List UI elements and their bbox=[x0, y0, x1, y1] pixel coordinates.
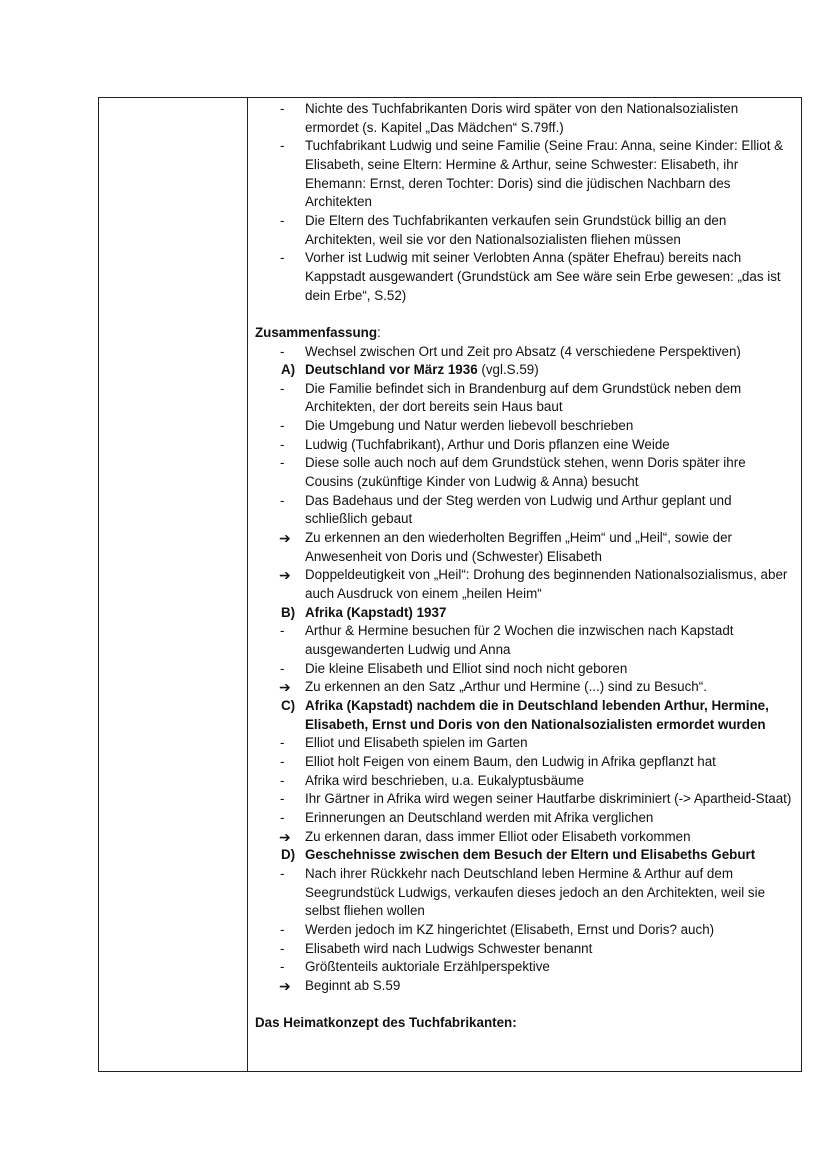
list-item-text: Die kleine Elisabeth und Elliot sind noch nicht geboren bbox=[305, 660, 628, 676]
list-item bbox=[255, 921, 795, 940]
list-item bbox=[255, 604, 795, 623]
arrow-icon: ➔ bbox=[279, 977, 291, 994]
section-title: Afrika (Kapstadt) nachdem die in Deutschland lebenden Arthur, Hermine, Elisabeth, Ernst und Doris von den Nationalsozialisten ermordet wurden bbox=[305, 697, 769, 732]
list-item-text: Erinnerungen an Deutschland werden mit Afrika verglichen bbox=[305, 809, 654, 825]
bullet-dash: - bbox=[280, 921, 285, 937]
list-item-text: Nichte des Tuchfabrikanten Doris wird später von den Nationalsozialisten ermordet (s. Kapitel „Das Mädchen“ S.79ff.) bbox=[305, 101, 739, 135]
list-item-text: Zu erkennen an den Satz „Arthur und Hermine (...) sind zu Besuch“. bbox=[305, 679, 707, 695]
arrow-icon: ➔ bbox=[279, 679, 291, 696]
arrow-icon: ➔ bbox=[279, 567, 291, 584]
list-item bbox=[255, 566, 795, 603]
list-item-text: Diese solle auch noch auf dem Grundstück stehen, wenn Doris später ihre Cousins (zukünftige Kinder von Ludwig & Anna) besucht bbox=[305, 455, 746, 490]
list-item bbox=[255, 790, 795, 809]
bullet-dash: - bbox=[280, 250, 285, 266]
section-title: Afrika (Kapstadt) 1937 bbox=[305, 604, 447, 620]
bullet-dash: - bbox=[280, 343, 285, 359]
list-item bbox=[255, 772, 795, 791]
bullet-dash: - bbox=[280, 865, 285, 881]
list-item-text: Die Umgebung und Natur werden liebevoll beschrieben bbox=[305, 418, 634, 434]
list-item bbox=[255, 958, 795, 977]
list-item bbox=[255, 137, 795, 212]
bullet-dash: - bbox=[280, 212, 285, 228]
section-letter: C) bbox=[281, 697, 296, 713]
list-item bbox=[255, 361, 795, 380]
bullet-dash: - bbox=[280, 809, 285, 825]
arrow-icon: ➔ bbox=[279, 530, 291, 547]
list-item-text: Arthur & Hermine besuchen für 2 Wochen die inzwischen nach Kapstadt ausgewanderten Ludwig und Anna bbox=[305, 623, 734, 658]
list-item-text: Afrika wird beschrieben, u.a. Eukalyptusbäume bbox=[305, 772, 585, 788]
summary-list bbox=[255, 343, 795, 996]
list-item bbox=[255, 492, 795, 529]
right-column-cell bbox=[255, 100, 795, 1033]
list-item-text: Werden jedoch im KZ hingerichtet (Elisabeth, Ernst und Doris? auch) bbox=[305, 921, 715, 937]
section-letter: A) bbox=[281, 362, 296, 378]
bullet-dash: - bbox=[280, 101, 285, 116]
section-title: Geschehnisse zwischen dem Besuch der Eltern und Elisabeths Geburt bbox=[305, 847, 756, 863]
list-item-text: Ludwig (Tuchfabrikant), Arthur und Doris pflanzen eine Weide bbox=[305, 436, 670, 452]
list-item-text: Vorher ist Ludwig mit seiner Verlobten Anna (später Ehefrau) bereits nach Kappstadt ausgewandert (Grundstück am See wäre sein Erbe gewesen: „das ist dein Erbe“, S.52) bbox=[305, 250, 781, 303]
list-item bbox=[255, 697, 795, 734]
bullet-dash: - bbox=[280, 623, 285, 639]
list-item bbox=[255, 828, 795, 847]
section-letter: D) bbox=[281, 847, 296, 863]
summary-heading-line bbox=[255, 324, 795, 343]
list-item bbox=[255, 753, 795, 772]
bullet-dash: - bbox=[280, 660, 285, 676]
bullet-dash: - bbox=[280, 455, 285, 471]
section-letter: B) bbox=[281, 604, 296, 620]
summary-heading: Zusammenfassung bbox=[255, 324, 378, 340]
section-note: (vgl.S.59) bbox=[477, 362, 539, 378]
bullet-dash: - bbox=[280, 418, 285, 434]
bullet-dash: - bbox=[280, 791, 285, 807]
list-item-text: Zu erkennen daran, dass immer Elliot oder Elisabeth vorkommen bbox=[305, 828, 691, 844]
list-item bbox=[255, 809, 795, 828]
list-item bbox=[255, 660, 795, 679]
list-item-text: Elliot und Elisabeth spielen im Garten bbox=[305, 735, 528, 751]
list-item-text: Nach ihrer Rückkehr nach Deutschland leben Hermine & Arthur auf dem Seegrundstück Ludwigs, verkaufen dieses jedoch an den Architekten, weil sie selbst fliehen wollen bbox=[305, 865, 766, 919]
list-item bbox=[255, 100, 795, 137]
list-item bbox=[255, 436, 795, 455]
final-heading: Das Heimatkonzept des Tuchfabrikanten: bbox=[255, 1015, 517, 1031]
bullet-dash: - bbox=[280, 492, 285, 508]
left-column-cell bbox=[99, 98, 248, 1071]
list-item-text: Wechsel zwischen Ort und Zeit pro Absatz (4 verschiedene Perspektiven) bbox=[305, 343, 741, 359]
top-list bbox=[255, 100, 795, 305]
notes-table bbox=[98, 97, 802, 1072]
list-item-text: Die Eltern des Tuchfabrikanten verkaufen sein Grundstück billig an den Architekten, weil sie vor den Nationalsozialisten fliehen müssen bbox=[305, 212, 727, 247]
list-item bbox=[255, 529, 795, 566]
bullet-dash: - bbox=[280, 959, 285, 975]
bullet-dash: - bbox=[280, 772, 285, 788]
list-item bbox=[255, 977, 795, 996]
list-item bbox=[255, 343, 795, 362]
list-item-text: Doppeldeutigkeit von „Heil“: Drohung des beginnenden Nationalsozialismus, aber auch Ausdruck von einem „heilen Heim“ bbox=[305, 567, 788, 602]
list-item-text: Elisabeth wird nach Ludwigs Schwester benannt bbox=[305, 940, 593, 956]
bullet-dash: - bbox=[280, 380, 285, 396]
bullet-dash: - bbox=[280, 138, 285, 154]
list-item-text: Elliot holt Feigen von einem Baum, den Ludwig in Afrika gepflanzt hat bbox=[305, 753, 716, 769]
list-item-text: Tuchfabrikant Ludwig und seine Familie (Seine Frau: Anna, seine Kinder: Elliot & Elisabeth, seine Eltern: Hermine & Arthur, seine Schwester: Elisabeth, ihr Ehemann: Ernst, deren Tochter: Doris) sind die jüdischen Nachbarn des Architekten bbox=[305, 138, 784, 210]
list-item bbox=[255, 734, 795, 753]
list-item bbox=[255, 380, 795, 417]
list-item bbox=[255, 846, 795, 865]
list-item-text: Das Badehaus und der Steg werden von Ludwig und Arthur geplant und schließlich gebaut bbox=[305, 492, 732, 527]
list-item-text: Zu erkennen an den wiederholten Begriffen „Heim“ und „Heil“, sowie der Anwesenheit von Doris und (Schwester) Elisabeth bbox=[305, 530, 732, 564]
list-item bbox=[255, 865, 795, 921]
bullet-dash: - bbox=[280, 940, 285, 956]
list-item bbox=[255, 622, 795, 659]
bullet-dash: - bbox=[280, 753, 285, 769]
list-item bbox=[255, 454, 795, 491]
list-item-text: Größtenteils auktoriale Erzählperspektive bbox=[305, 959, 550, 975]
summary-colon: : bbox=[377, 324, 381, 340]
list-item bbox=[255, 940, 795, 959]
arrow-icon: ➔ bbox=[279, 828, 291, 845]
list-item bbox=[255, 249, 795, 305]
bullet-dash: - bbox=[280, 735, 285, 751]
list-item-text: Ihr Gärtner in Afrika wird wegen seiner Hautfarbe diskriminiert (-> Apartheid-Staat) bbox=[305, 791, 792, 807]
list-item bbox=[255, 212, 795, 249]
bullet-dash: - bbox=[280, 436, 285, 452]
list-item bbox=[255, 417, 795, 436]
list-item-text: Beginnt ab S.59 bbox=[305, 977, 401, 993]
list-item-text: Die Familie befindet sich in Brandenburg auf dem Grundstück neben dem Architekten, der dort bereits sein Haus baut bbox=[305, 380, 742, 415]
section-title: Deutschland vor März 1936 bbox=[305, 362, 478, 378]
list-item bbox=[255, 678, 795, 697]
